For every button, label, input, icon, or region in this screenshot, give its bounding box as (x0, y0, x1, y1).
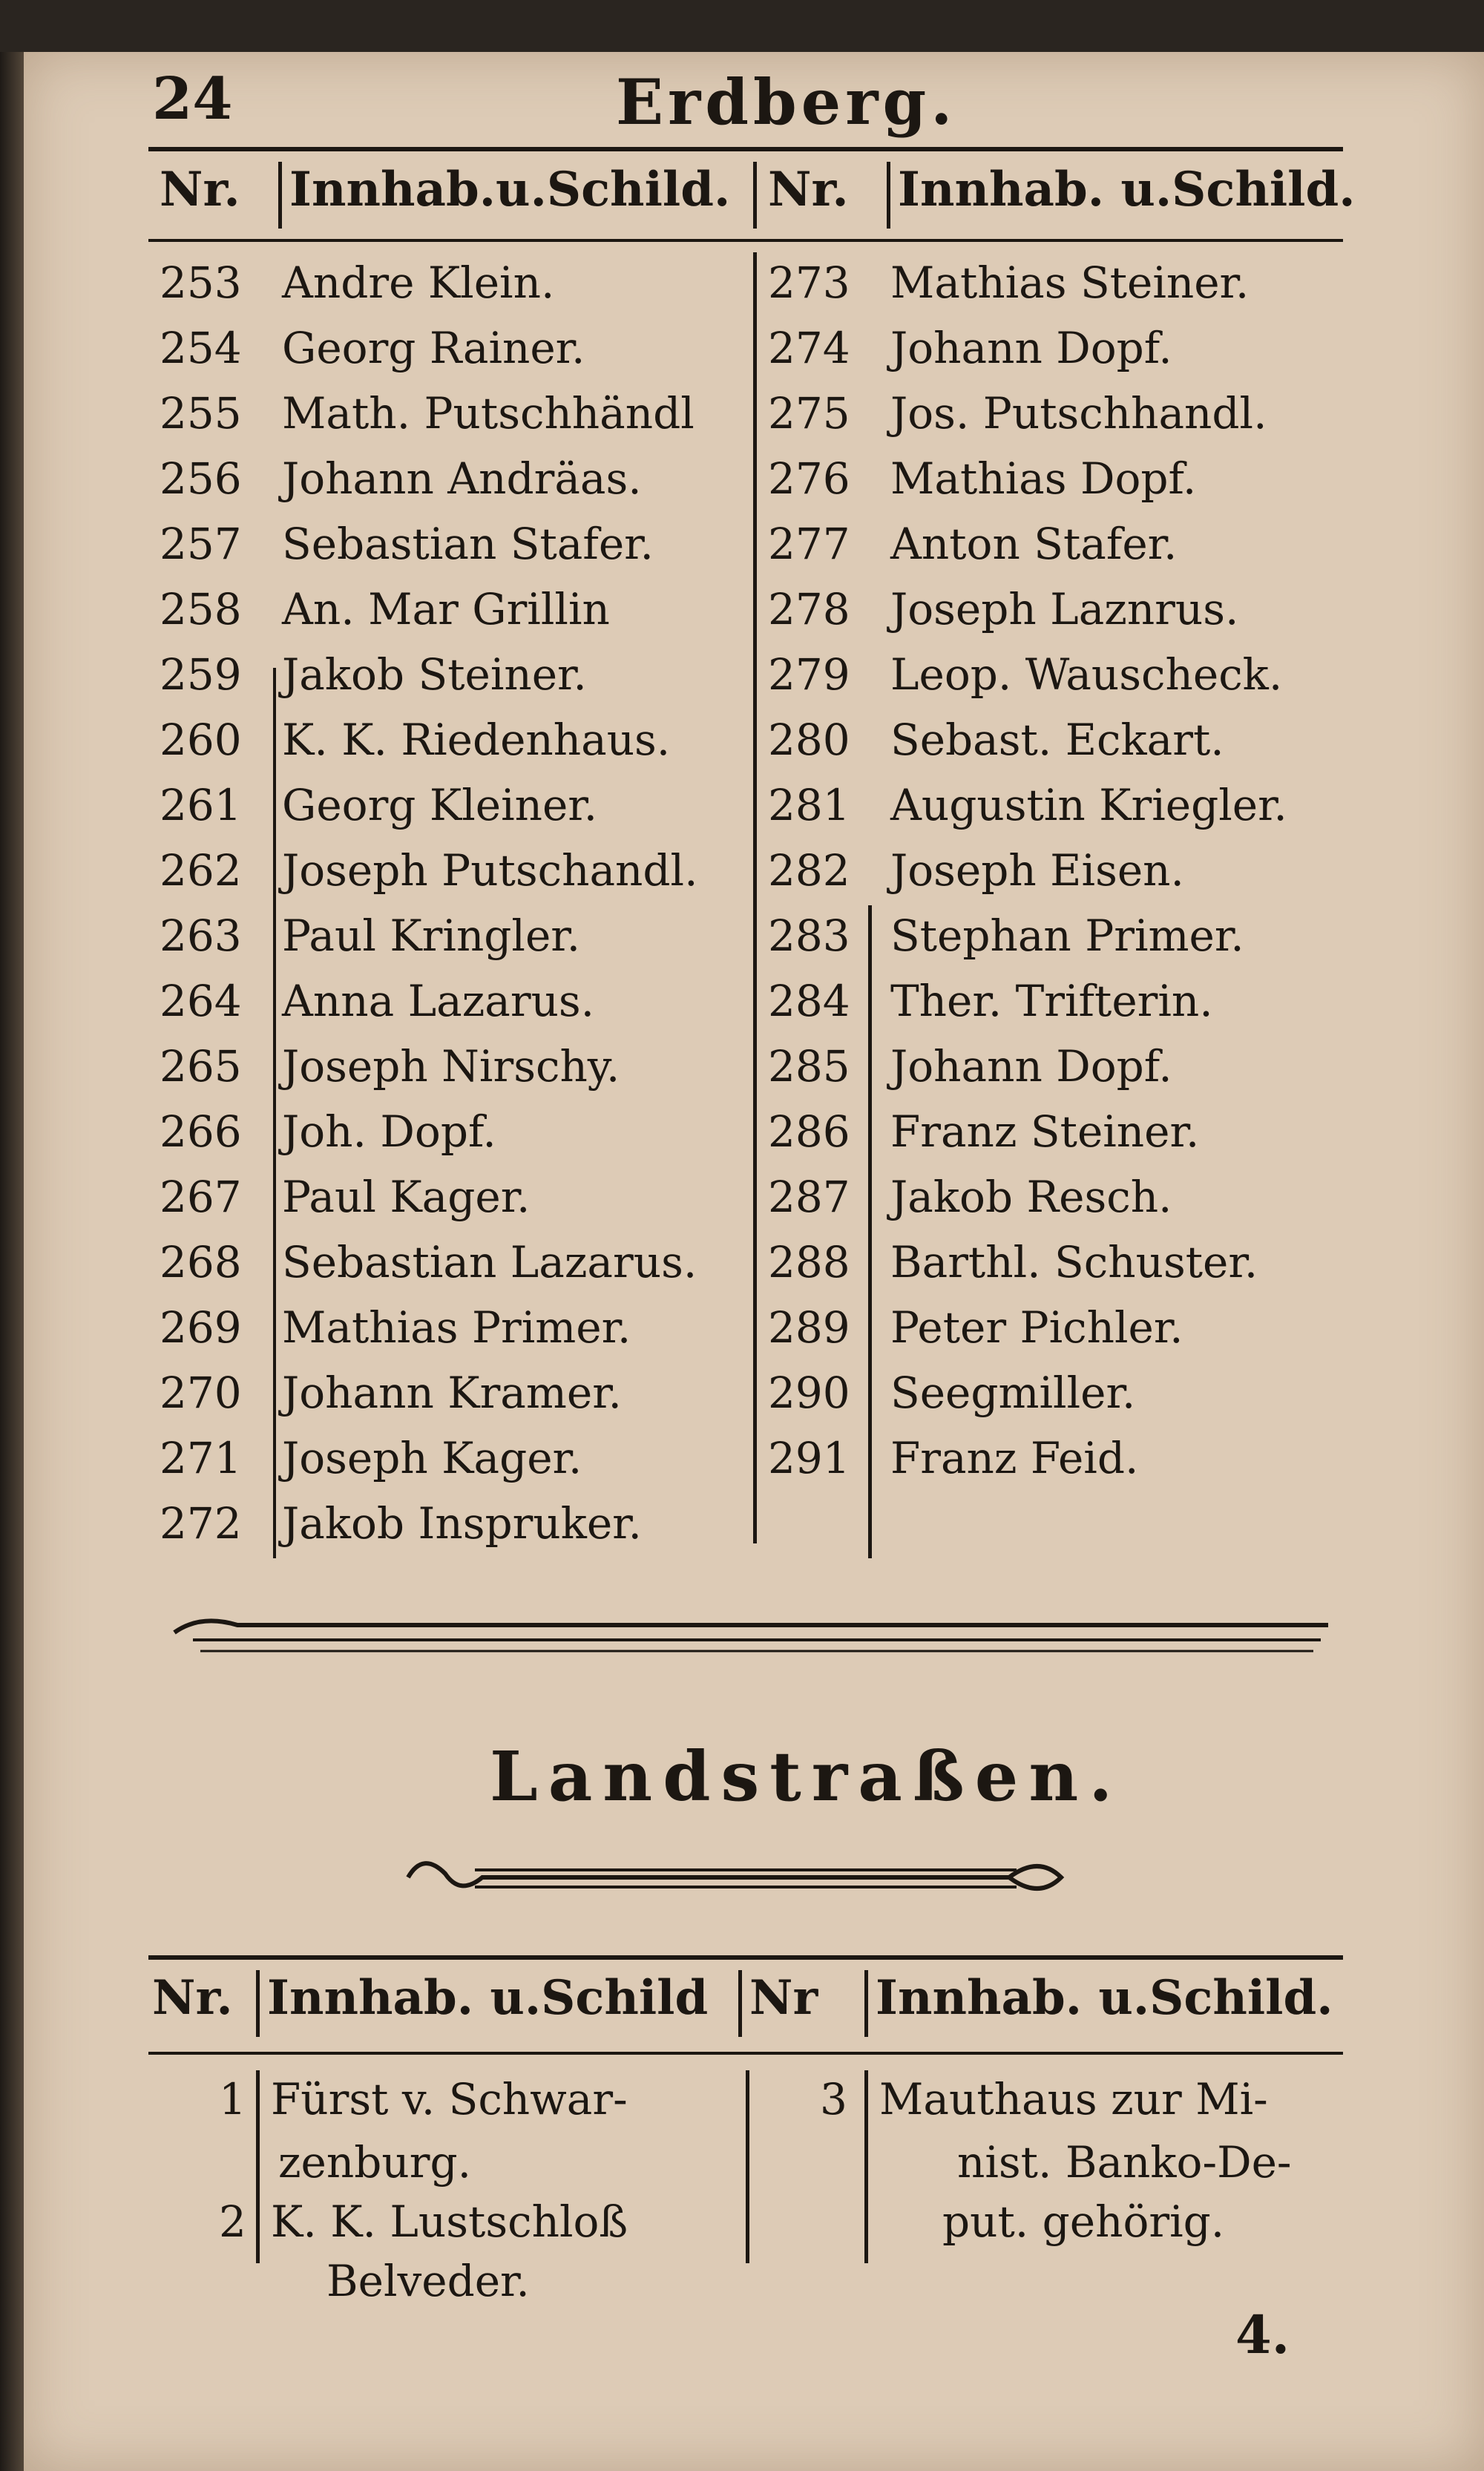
entry-name: Ther. Trifterin. (890, 976, 1213, 1026)
table-row (768, 1237, 1258, 1287)
entry-name: Mathias Steiner. (890, 257, 1250, 308)
entry-name: K. K. Riedenhaus. (282, 715, 671, 765)
section-col-header-owner-left: Innhab. u.Schild (267, 1970, 709, 2026)
entry-number: 276 (768, 453, 850, 504)
signature-mark: 4. (1235, 2304, 1290, 2366)
entry-number: 287 (768, 1172, 850, 1222)
table-row (160, 845, 698, 896)
table-row (160, 519, 654, 569)
entry-number: 274 (768, 323, 850, 373)
entry-name: Jos. Putschhandl. (890, 388, 1267, 439)
entry-name: Barthl. Schuster. (890, 1237, 1258, 1287)
entry-name: Anna Lazarus. (282, 976, 595, 1026)
entry-number: 260 (160, 715, 242, 765)
header-divider (256, 1970, 260, 2037)
entry-number: 2 (219, 2196, 246, 2247)
entry-name: An. Mar Grillin (282, 584, 610, 634)
entry-number: 269 (160, 1302, 242, 1353)
ornamental-flourish (401, 1844, 1091, 1911)
entry-name: Leop. Wauscheck. (890, 649, 1283, 700)
page-title: Erdberg. (616, 65, 957, 139)
entry-name: Jakob Inspruker. (282, 1498, 642, 1549)
entry-name: Joseph Eisen. (890, 845, 1184, 896)
entry-number: 261 (160, 780, 242, 830)
entry-name-line: K. K. Lustschloß (271, 2196, 628, 2247)
entry-name-line: nist. Banko-De- (957, 2137, 1292, 2188)
table-row (160, 1433, 582, 1483)
table-row (768, 845, 1184, 896)
table-row (768, 976, 1213, 1026)
table-row (160, 257, 555, 308)
entry-number: 288 (768, 1237, 850, 1287)
section-col-header-nr-left: Nr. (152, 1970, 233, 2026)
table-row (160, 649, 587, 700)
entry-number: 281 (768, 780, 850, 830)
table-row (768, 1106, 1200, 1157)
table-row (160, 1237, 697, 1287)
section-col-header-owner-right: Innhab. u.Schild. (876, 1970, 1333, 2026)
entry-number: 283 (768, 910, 850, 961)
entry-number: 284 (768, 976, 850, 1026)
column-divider (753, 252, 757, 1543)
column-divider (256, 2070, 260, 2263)
entry-number: 266 (160, 1106, 242, 1157)
entry-number: 273 (768, 257, 850, 308)
entry-number: 271 (160, 1433, 242, 1483)
table-row (160, 323, 585, 373)
entry-number: 265 (160, 1041, 242, 1092)
entry-name-line: put. gehörig. (942, 2196, 1225, 2247)
entry-number: 257 (160, 519, 242, 569)
entry-name: Jakob Resch. (890, 1172, 1172, 1222)
table-row (768, 453, 1197, 504)
entry-name: Augustin Kriegler. (890, 780, 1287, 830)
entry-number: 279 (768, 649, 850, 700)
entry-name: Jakob Steiner. (282, 649, 587, 700)
table-row (768, 1172, 1172, 1222)
entry-name: Georg Rainer. (282, 323, 585, 373)
entry-name: Sebast. Eckart. (890, 715, 1224, 765)
entry-number: 286 (768, 1106, 850, 1157)
col-header-nr-right: Nr. (768, 162, 849, 217)
entry-number: 278 (768, 584, 850, 634)
entry-name: Franz Feid. (890, 1433, 1139, 1483)
entry-name: Joseph Nirschy. (282, 1041, 620, 1092)
entry-name: Math. Putschhändl (282, 388, 695, 439)
header-divider (864, 1970, 868, 2037)
entry-number: 264 (160, 976, 242, 1026)
section-col-header-nr-right: Nr (749, 1970, 818, 2026)
table-row (768, 388, 1267, 439)
entry-name: Seegmiller. (890, 1368, 1136, 1418)
entry-number: 258 (160, 584, 242, 634)
section-rule-top (148, 1955, 1343, 1960)
table-row (768, 1041, 1172, 1092)
entry-name: Paul Kager. (282, 1172, 531, 1222)
header-divider (278, 162, 282, 229)
section-rule-bottom (148, 2052, 1343, 2055)
col-header-nr-left: Nr. (160, 162, 240, 217)
table-row (768, 1368, 1136, 1418)
entry-name: Georg Kleiner. (282, 780, 598, 830)
table-row (160, 1368, 622, 1418)
entry-name: Franz Steiner. (890, 1106, 1200, 1157)
table-row (160, 1498, 642, 1549)
entry-number: 259 (160, 649, 242, 700)
entry-number: 256 (160, 453, 242, 504)
entry-name: Paul Kringler. (282, 910, 581, 961)
entry-name: Joseph Laznrus. (890, 584, 1239, 634)
entry-name: Joh. Dopf. (282, 1106, 496, 1157)
entry-name: Andre Klein. (282, 257, 555, 308)
table-row (768, 715, 1224, 765)
entry-number: 254 (160, 323, 242, 373)
entry-name: Peter Pichler. (890, 1302, 1183, 1353)
entry-number: 270 (160, 1368, 242, 1418)
entry-number: 282 (768, 845, 850, 896)
table-row (160, 388, 695, 439)
table-row (160, 453, 642, 504)
entry-number: 253 (160, 257, 242, 308)
table-row (768, 910, 1244, 961)
entry-number: 262 (160, 845, 242, 896)
entry-number: 255 (160, 388, 242, 439)
entry-number: 275 (768, 388, 850, 439)
table-row (768, 323, 1172, 373)
entry-number: 3 (820, 2074, 847, 2124)
header-rule-top (148, 147, 1343, 151)
entry-number: 1 (219, 2074, 246, 2124)
table-row (160, 1041, 620, 1092)
entry-number: 290 (768, 1368, 850, 1418)
ornamental-divider (171, 1610, 1336, 1662)
table-row (160, 584, 610, 634)
entry-name: Sebastian Lazarus. (282, 1237, 697, 1287)
table-row (768, 649, 1283, 700)
entry-number: 289 (768, 1302, 850, 1353)
table-row (160, 1302, 631, 1353)
entry-name-line: Mauthaus zur Mi- (879, 2074, 1268, 2124)
table-row (768, 257, 1250, 308)
entry-number: 285 (768, 1041, 850, 1092)
entry-name: Anton Stafer. (890, 519, 1178, 569)
entry-number: 277 (768, 519, 850, 569)
entry-name-line: Belveder. (326, 2256, 530, 2306)
header-divider (753, 162, 757, 229)
entry-number: 291 (768, 1433, 850, 1483)
entry-name-line: Fürst v. Schwar- (271, 2074, 628, 2124)
table-row (768, 1302, 1183, 1353)
header-rule-bottom (148, 239, 1343, 242)
entry-name: Joseph Putschandl. (282, 845, 698, 896)
entry-name-line: zenburg. (278, 2137, 472, 2188)
entry-number: 263 (160, 910, 242, 961)
entry-name: Mathias Dopf. (890, 453, 1197, 504)
entry-name: Stephan Primer. (890, 910, 1244, 961)
entry-name: Johann Andräas. (282, 453, 642, 504)
entry-number: 280 (768, 715, 850, 765)
table-row (160, 976, 595, 1026)
page-number: 24 (152, 65, 233, 133)
entry-name: Sebastian Stafer. (282, 519, 654, 569)
entry-number: 268 (160, 1237, 242, 1287)
col-header-owner-left: Innhab.u.Schild. (289, 162, 731, 217)
header-divider (738, 1970, 742, 2037)
table-row (768, 780, 1287, 830)
book-spine-shadow (0, 52, 27, 2471)
header-divider (887, 162, 890, 229)
entry-number: 272 (160, 1498, 242, 1549)
table-row (768, 1433, 1139, 1483)
entry-name: Joseph Kager. (282, 1433, 582, 1483)
table-row (160, 780, 598, 830)
entry-name: Johann Dopf. (890, 323, 1172, 373)
table-row (160, 715, 671, 765)
column-divider (746, 2070, 749, 2263)
table-row (160, 1172, 531, 1222)
section-title: Landstraßen. (490, 1736, 1123, 1817)
entry-number: 267 (160, 1172, 242, 1222)
col-header-owner-right: Innhab. u.Schild. (898, 162, 1356, 217)
table-row (768, 519, 1178, 569)
entry-name: Johann Kramer. (282, 1368, 622, 1418)
column-divider (864, 2070, 868, 2263)
table-row (160, 1106, 496, 1157)
table-row (160, 910, 581, 961)
table-row (768, 584, 1239, 634)
entry-name: Mathias Primer. (282, 1302, 631, 1353)
entry-name: Johann Dopf. (890, 1041, 1172, 1092)
